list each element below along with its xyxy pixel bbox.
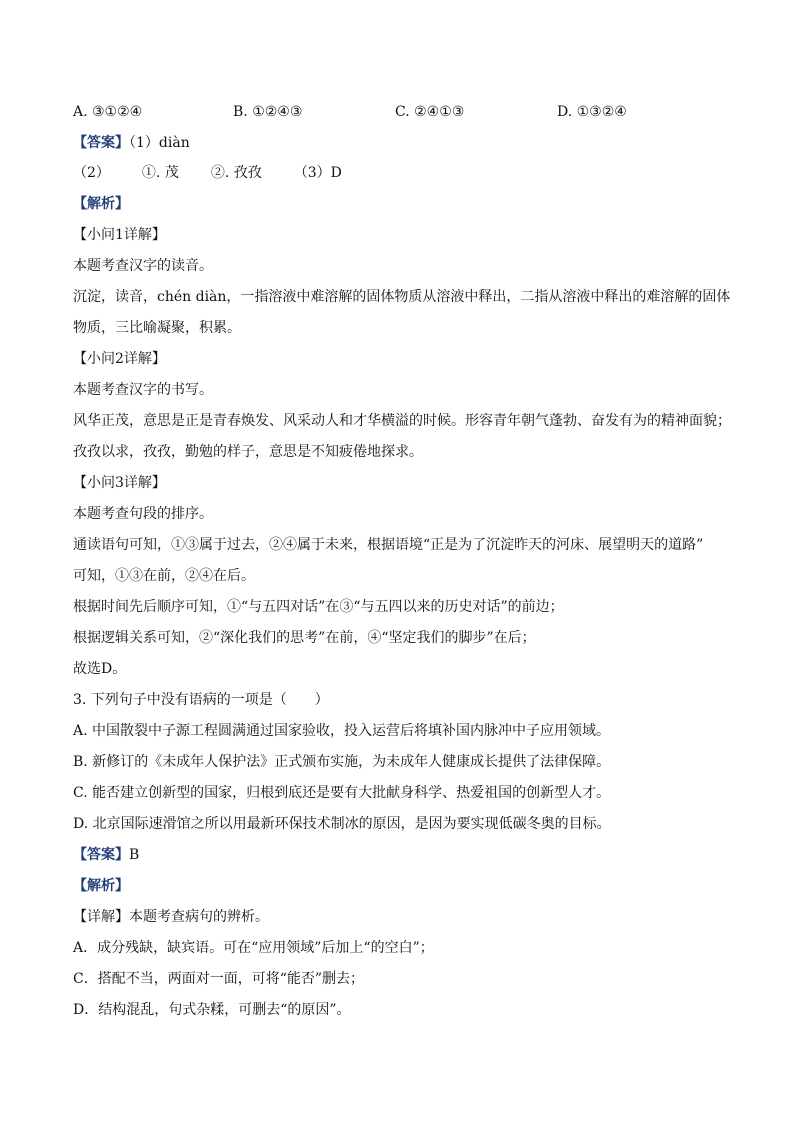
answer-text: B — [129, 847, 140, 863]
question-3-stem: 3. 下列句子中没有语病的一项是（ ） — [73, 692, 329, 708]
q2-line-3: 孜孜以求，孜孜，勤勉的样子，意思是不知疲倦地探求。 — [73, 444, 423, 460]
q3-line-4: 根据时间先后顺序可知，①“与五四对话”在③“与五四以来的历史对话”的前边； — [73, 599, 564, 615]
analysis-heading-3: 【解析】 — [73, 878, 129, 894]
q3-line-2: 通读语句可知，①③属于过去，②④属于未来，根据语境“正是为了沉淀昨天的河床、展望明天的道路” — [73, 537, 704, 553]
answer-blank-1: ①. 茂 — [141, 165, 179, 181]
q3-line-6: 故选D。 — [73, 661, 127, 677]
q3-line-5: 根据逻辑关系可知，②“深化我们的思考”在前，④“坚定我们的脚步”在后； — [73, 630, 536, 646]
q3-line-3: 可知，①③在前，②④在后。 — [73, 568, 255, 584]
answer-label: 【答案】 — [73, 135, 129, 151]
detail-3-option-a: A．成分残缺，缺宾语。可在“应用领域”后加上“的空白”； — [73, 940, 434, 956]
answer-1 — [73, 133, 734, 153]
question-3-option-b: B. 新修订的《未成年人保护法》正式颁布实施，为未成年人健康成长提供了法律保障。 — [73, 754, 611, 770]
answer-label: 【答案】 — [73, 847, 129, 863]
q2-line-2: 风华正茂，意思是正是青春焕发、风采动人和才华横溢的时候。形容青年朝气蓬勃、奋发有为的精神面貌； — [73, 413, 731, 429]
analysis-heading: 【解析】 — [73, 196, 129, 212]
detail-3-option-d: D．结构混乱，句式杂糅，可删去“的原因”。 — [73, 1002, 351, 1018]
detail-3-option-c: C．搭配不当，两面对一面，可将“能否”删去； — [73, 971, 365, 987]
option-d: D. ①③②④ — [557, 104, 627, 120]
detail-3-line-1 — [73, 907, 734, 927]
option-c: C. ②④①③ — [395, 104, 465, 120]
q2-detail-title: 【小问2详解】 — [73, 351, 166, 367]
q3-line-1: 本题考查句段的排序。 — [73, 506, 213, 522]
answer-3 — [73, 845, 734, 865]
q2-line-1: 本题考查汉字的书写。 — [73, 382, 213, 398]
question-3-option-c: C. 能否建立创新型的国家，归根到底还是要有大批献身科学、热爱祖国的创新型人才。 — [73, 785, 611, 801]
q1-line-2: 沉淀，读音，chén diàn，一指溶液中难溶解的固体物质从溶液中释出，二指从溶液中释出的难溶解的固体 — [73, 289, 731, 305]
detail-label: 【详解】 — [73, 909, 129, 925]
answer-part-3: （3）D — [293, 165, 342, 181]
option-b: B. ①②④③ — [233, 104, 303, 120]
answer-1-continued — [73, 163, 734, 183]
answer-text: （1）diàn — [129, 135, 190, 151]
q1-line-1: 本题考查汉字的读音。 — [73, 258, 213, 274]
answer-part-2: （2） — [73, 165, 110, 181]
question-3-option-a: A. 中国散裂中子源工程圆满通过国家验收，投入运营后将填补国内脉冲中子应用领域。 — [73, 723, 611, 739]
question-3-option-d: D. 北京国际速滑馆之所以用最新环保技术制冰的原因，是因为要实现低碳冬奥的目标。 — [73, 816, 611, 832]
q1-detail-title: 【小问1详解】 — [73, 227, 166, 243]
detail-text: 本题考查病句的辨析。 — [129, 909, 269, 925]
answer-blank-2: ②. 孜孜 — [210, 165, 262, 181]
q1-line-3: 物质，三比喻凝聚，积累。 — [73, 320, 241, 336]
option-a: A. ③①②④ — [73, 104, 143, 120]
q3-detail-title: 【小问3详解】 — [73, 475, 166, 491]
